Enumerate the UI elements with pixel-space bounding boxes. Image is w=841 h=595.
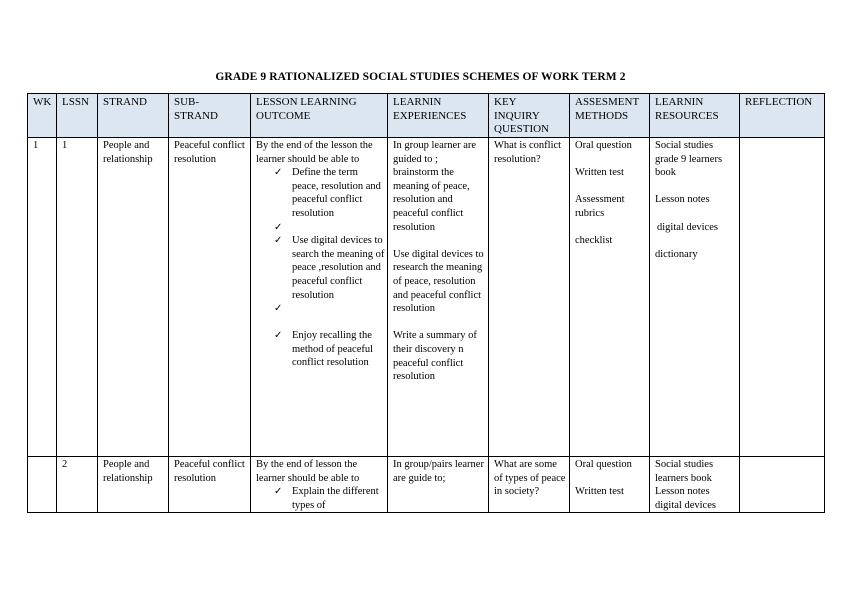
cell-inquiry: What is conflict resolution? — [489, 138, 570, 457]
assessment-item: Written test — [575, 486, 624, 498]
table-row — [28, 138, 825, 457]
header-assessment: ASSESMENT METHODS — [570, 94, 650, 138]
header-inquiry: KEY INQUIRY QUESTION — [489, 94, 570, 138]
outcome-intro: By the end of lesson the learner should be able to — [256, 459, 360, 484]
header-experiences: LEARNIN EXPERIENCES — [388, 94, 489, 138]
assessment-item: checklist — [575, 235, 613, 247]
resource-item: Lesson notes — [655, 194, 710, 206]
scheme-of-work-table — [27, 93, 825, 513]
header-reflection: REFLECTION — [740, 94, 825, 138]
cell-strand: People and relationship — [98, 138, 169, 457]
table-row — [28, 457, 825, 513]
experience-item: Write a summary of their discovery n peaceful conflict resolution — [393, 330, 477, 383]
resource-item: Social studies learners book — [655, 459, 714, 484]
experience-item: In group learner are guided to ; brainstorm the meaning of peace, resolution and peaceful conflict resolution — [393, 140, 477, 233]
assessment-item: Oral question — [575, 459, 632, 470]
outcome-list — [256, 485, 385, 512]
cell-outcome — [251, 138, 388, 457]
header-wk: WK — [28, 94, 57, 138]
resource-item: Social studies grade 9 learners book — [655, 140, 723, 179]
outcome-list — [256, 166, 385, 370]
outcome-intro: By the end of the lesson the learner should be able to — [256, 140, 373, 165]
cell-strand: People and relationship — [98, 457, 169, 513]
cell-inquiry: What are some of types of peace in society? — [489, 457, 570, 513]
cell-wk — [28, 457, 57, 513]
cell-reflection — [740, 457, 825, 513]
cell-lssn: 1 — [57, 138, 98, 457]
cell-outcome — [251, 457, 388, 513]
header-resources: LEARNIN RESOURCES — [650, 94, 740, 138]
assessment-item: Oral question — [575, 140, 632, 151]
assessment-item: Written test — [575, 167, 624, 179]
header-sub-strand: SUB- STRAND — [169, 94, 251, 138]
cell-sub-strand: Peaceful conflict resolution — [169, 138, 251, 457]
cell-experiences — [388, 457, 489, 513]
cell-sub-strand: Peaceful conflict resolution — [169, 457, 251, 513]
resource-item: dictionary — [655, 248, 698, 260]
outcome-item: ✓ Define the term peace, resolution and peaceful conflict resolution — [292, 166, 385, 220]
header-lssn: LSSN — [57, 94, 98, 138]
cell-assessment — [570, 138, 650, 457]
assessment-item: Assessment rubrics — [575, 194, 625, 219]
resource-item: digital devices — [655, 499, 716, 511]
cell-assessment — [570, 457, 650, 513]
table-header-row — [28, 94, 825, 138]
experience-item: In group/pairs learner are guide to; — [393, 459, 484, 484]
outcome-item: ✓ Explain the different types of — [292, 485, 385, 512]
cell-wk: 1 — [28, 138, 57, 457]
cell-lssn: 2 — [57, 457, 98, 513]
cell-resources — [650, 457, 740, 513]
header-outcome: LESSON LEARNING OUTCOME — [251, 94, 388, 138]
cell-experiences — [388, 138, 489, 457]
cell-reflection — [740, 138, 825, 457]
cell-resources — [650, 138, 740, 457]
outcome-item: ✓ Use digital devices to search the meaning of peace ,resolution and peaceful conflict resolution — [292, 234, 385, 302]
experience-item: Use digital devices to research the meaning of peace, resolution and peaceful conflict resolution — [393, 248, 484, 315]
header-strand: STRAND — [98, 94, 169, 138]
document-title: GRADE 9 RATIONALIZED SOCIAL STUDIES SCHEMES OF WORK TERM 2 — [215, 71, 626, 83]
resource-item: digital devices — [657, 221, 718, 233]
outcome-item: ✓ Enjoy recalling the method of peaceful conflict resolution — [292, 329, 385, 370]
resource-item: Lesson notes — [655, 486, 710, 498]
